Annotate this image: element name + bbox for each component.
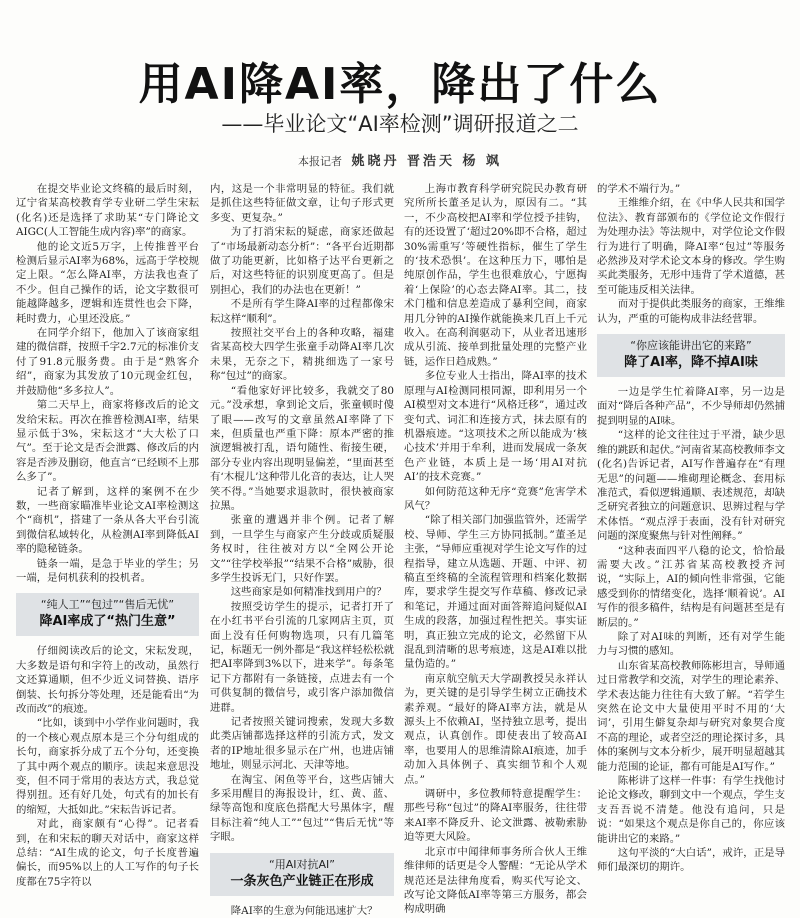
crosshead-2 <box>210 853 394 896</box>
paragraph: 在同学介绍下，他加入了该商家组建的微信群，按照千字2.7元的标准价支付了91.8元服务费。由于是“熟客介绍”，商家为其发放了10元现金红包，并鼓励他“多多拉人”。 <box>16 327 199 397</box>
paragraph: 内，这是一个非常明显的特征。我们就是抓住这些特征做文章，让句子形式更多变、更复杂。” <box>210 183 394 224</box>
crosshead-3 <box>597 334 785 377</box>
paragraph: 多位专业人士指出，降AI率的技术原理与AI检测同根同源，即利用另一个AI模型对文本进行“风格迁移”，通过改变句式、词汇和连接方式，抹去原有的机器痕迹。“这项技术之所以能成为‘核心技术’并用于牟利，进而发展成一条灰色产业链，本质上是一场‘用AI对抗AI’的技术竞赛。” <box>404 370 587 484</box>
crosshead-kicker: “用AI对抗AI” <box>269 857 335 871</box>
article-column-1 <box>16 182 199 888</box>
paragraph: 山东省某高校教师陈彬坦言，导师通过日常教学和交流，对学生的理论素养、学术表达能力往往有大致了解。“若学生突然在论文中大量使用平时不用的‘大词’，引用生僻复杂却与研究对象契合度不高的理论，或者空泛的理论探讨多，具体的案例与文本分析少，展开明显超越其能力范围的论证，都有可能是AI写作。” <box>597 659 785 773</box>
paragraph: 不是所有学生降AI率的过程都像宋耘这样“顺利”。 <box>210 298 394 325</box>
paragraph: 为了打消宋耘的疑虑，商家还做起了“市场最新动态分析”：“各平台近期都做了功能更新，比如格子达平台更新之后，对这些特征的识别度更高了。但是别担心，我们的办法也在更新！” <box>210 226 394 296</box>
byline <box>0 150 800 169</box>
paragraph: 的学术不端行为。” <box>597 183 681 195</box>
paragraph: 链条一端，是急于毕业的学生；另一端，是伺机获利的投机者。 <box>16 557 199 584</box>
paragraph: 王维维介绍，在《中华人民共和国学位法》、教育部颁布的《学位论文作假行为处理办法》等法规中，对学位论文作假行为进行了明确，降AI率“包过”等服务必然涉及对学术论文本身的修改。学生购买此类服务，无形中违背了学术道德，甚至可能违反相关法律。 <box>597 197 785 296</box>
paragraph: 如何防范这种无序“竞赛”危害学术风气？ <box>404 485 587 512</box>
crosshead-title: 降AI率成了“热门生意” <box>39 614 176 630</box>
crosshead-title: 一条灰色产业链正在形成 <box>230 873 374 889</box>
paragraph: “比如，谈到中小学作业问题时，我的一个核心观点原本是三个分句组成的长句，商家拆分成了五个分句，还变换了其中两个观点的顺序。读起来意思没变，但不同于常用的表达方式，我总觉得别扭。还有好几处，句式有的加长有的缩短，大抵如此。”宋耘告诉记者。 <box>16 717 199 816</box>
paragraph: “除了相关部门加强监管外，还需学校、导师、学生三方协同抵制。”董圣足主张，“导师应重视对学生论文写作的过程指导，建立从选题、开题、中评、初稿直至终稿的全流程管理和档案化数据库，要求学生提交写作草稿、修改记录和笔记，并通过面对面答辩追问疑似AI生成的段落，加强过程性把关。事实证明，真正独立完成的论文，必然留下从混乱到清晰的思考痕迹，这是AI难以批量伪造的。” <box>404 514 587 671</box>
paragraph: 记者按照关键词搜索，发现大多数此类店铺都选择这样的引流方式，发文者的IP地址很多显示在广州，也进店铺地址，则显示河北、天津等地。 <box>210 716 394 772</box>
crosshead-title: 降了AI率，降不掉AI味 <box>624 355 758 371</box>
paragraph: 仔细阅读改后的论文，宋耘发现，大多数是语句和字符上的改动，虽然行文还算通顺，但不少近义词替换、语序倒装、长句拆分等处理，还是能看出“为改而改”的痕迹。 <box>16 645 199 715</box>
paragraph: 南京航空航天大学副教授吴永祥认为，更关键的是引导学生树立正确技术素养观。“最好的降AI率方法，就是从源头上不依赖AI，坚持独立思考，提出观点，认真创作。即使表出了较高AI率，也要用人的思维清除AI痕迹，加手动加入具体例子、真实细节和个人观点。” <box>404 672 587 786</box>
paragraph: 在提交毕业论文终稿的最后时刻，辽宁省某高校教育学专业研二学生宋耘(化名)还是选择了求助某“专门降论文AIGC(人工智能生成内容)率”的商家。 <box>16 183 199 239</box>
paragraph: 第二天早上，商家将修改后的论文发给宋耘。再次在推普检测AI率，结果显示低于3%，宋耘这才“大大松了口气”。至于论文是否会泄露、修改后的内容是否涉及删窃，他直言“已经顾不上那么多了”。 <box>16 399 199 484</box>
paragraph: “这样的论文往往过于平滑，缺少思维的跳跃和起伏。”河南省某高校教师李文(化名)告诉记者，AI写作普遍存在“有理无思”的问题——堆砌理论概念、套用标准范式，看似逻辑通顺、表述规范，却缺乏研究者独立的问题意识、思辨过程与学术体悟。“观点浮于表面，没有针对研究问题的深度聚焦与针对性阐释。” <box>597 429 785 543</box>
byline-prefix: 本报记者 <box>297 155 342 168</box>
paragraph: 陈彬讲了这样一件事：有学生找他讨论论文修改，聊到文中一个观点，学生支支吾吾说不清楚。他没有追问，只是说：“如果这个观点是你自己的，你应该能讲出它的来路。” <box>597 775 785 845</box>
paragraph: “看他家好评比较多，我就交了80元。”没承想，拿到论文后，张童顿时傻了眼——改写的文章虽然AI率降了下来，但质量也严重下降：原本严密的推演逻辑被打乱，语句随性、衔接生硬，部分专业内容出现明显偏差，“里面甚至有‘木棍儿’这种带儿化音的表达，让人哭笑不得。”当她要求退款时，很快被商家拉黑。 <box>210 384 394 512</box>
paragraph: 北京市中闻律师事务所合伙人王维维律师的话更是令人警醒：“无论从学术规范还是法律角度看，购买代写论文、改写论文降低AI率等第三方服务，都会构成明确 <box>404 845 587 916</box>
crosshead-kicker: “纯人工”“包过”“售后无忧” <box>40 598 175 612</box>
paragraph: 他的论文近5万字，上传推普平台检测后显示AI率为68%，远高于学校规定上限。“怎么降AI率，方法我也查了不少。但自己操作的话，论文字数很可能越降越多，逻辑和连贯性也会下降，耗时费力，心里还没底。” <box>16 240 199 325</box>
paragraph: 降AI率的生意为何能迅速扩大？ <box>230 904 378 917</box>
paragraph: 按照受访学生的提示，记者打开了在小红书平台引流的几家网店主页，页面上没有任何购物选项，只有几篇笔记，标题无一例外都是“我这样轻松松就把AI率降到3%以下，进来学”。每条笔记下方都附有一条链接，点进去有一个可供复制的微信号，或引客户添加微信进群。 <box>210 600 394 714</box>
paragraph: 而对于提供此类服务的商家，王维维认为，严重的可能构成非法经营罪。 <box>597 298 785 325</box>
paragraph: 这句平淡的“大白话”，戒许，正是导师们最深切的期许。 <box>597 847 785 874</box>
paragraph: “这种表面四平八稳的论文，恰恰最需要大改。”江苏省某高校教授齐河说，“实际上，AI的倾向性非常强，它能感受到你的情绪变化，选择‘顺着说’。AI写作的很多稿件，结构是有问题甚至是有断层的。” <box>597 544 785 629</box>
crosshead-1 <box>16 593 199 636</box>
article-column-4 <box>597 182 785 874</box>
paragraph: 对此，商家颇有“心得”。记者看到，在和宋耘的聊天对话中，商家这样总结：“AI生成的论文，句子长度普遍偏长，而95%以上的人工写作的句子长度都在75字符以 <box>16 818 199 888</box>
paragraph: 按照社交平台上的各种攻略，福建省某高校大四学生张童手动降AI率几次未果，无奈之下，精挑细选了一家号称“包过”的商家。 <box>210 327 394 383</box>
paragraph: 这些商家是如何精准找到用户的？ <box>230 586 387 599</box>
article-subheadline: ——毕业论文“AI率检测”调研报道之二 <box>221 112 579 136</box>
paragraph: 记者了解到，这样的案例不在少数，一些商家瞄准毕业论文AI率检测这个“商机”，搭建了一条从各大平台引流到微信私域转化，从检测AI率到降低AI率的隐秘链条。 <box>16 485 199 556</box>
article-column-3 <box>404 182 587 916</box>
paragraph: 张童的遭遇并非个例。记者了解到，一旦学生与商家产生分歧或质疑服务权时，往往被对方以“全网公开论文”“往学校举报”“结果不合格”威胁，很多学生投诉无门，只好作罢。 <box>210 514 394 584</box>
paragraph: 一边是学生忙着降AI率，另一边是面对“降后各种产品”，不少导师却仍然捕捉到明显的AI味。 <box>597 386 785 427</box>
article-column-2 <box>210 182 394 917</box>
paragraph: 上海市教育科学研究院民办教育研究所所长董圣足认为，原因有二。“其一，不少高校把AI率和学位授予挂钩，有的还设置了‘超过20%即不合格，超过30%需重写’等硬性指标，催生了学生的‘技术恐惧’。在这种压力下，哪怕是纯原创作品，学生也很难放心，宁愿掏着‘上保险’的心态去降AI率。其二，技术门槛和信息差造成了暴利空间，商家用几分钟的AI操作就能换来几百上千元收入。在高利润驱动下，从业者迅速形成从引流、接单到批量处理的完整产业链，运作日趋成熟。” <box>404 183 587 368</box>
article-headline: 用AI降AI率，降出了什么 <box>138 59 662 110</box>
paragraph: 在淘宝、闲鱼等平台，这些店铺大多采用醒目的海报设计，红、黄、蓝、绿等高饱和度底色搭配大号黑体字，醒目标注着“纯人工”“包过”“售后无忧”等字眼。 <box>210 773 394 844</box>
paragraph: 调研中，多位教师特意提醒学生：那些号称“包过”的降AI率服务，往往带来AI率不降反升、论文泄露、被勒索胁迫等更大风险。 <box>404 788 587 844</box>
paragraph: 除了对AI味的判断，还有对学生能力与习惯的感知。 <box>597 630 785 658</box>
byline-names: 姚晓丹 晋浩天 杨 飒 <box>351 154 503 169</box>
crosshead-kicker: “你应该能讲出它的来路” <box>630 339 752 353</box>
